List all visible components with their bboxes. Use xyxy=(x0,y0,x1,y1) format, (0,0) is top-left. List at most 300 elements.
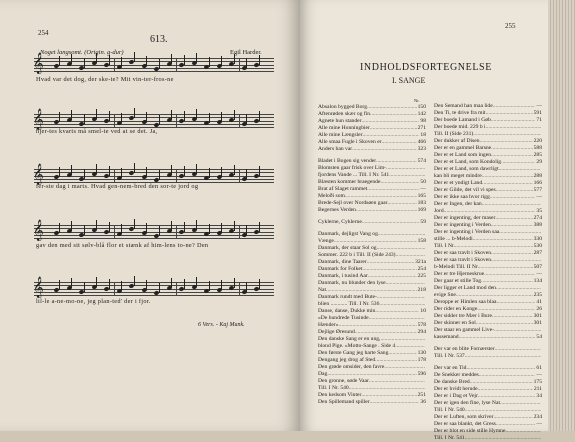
bar-line xyxy=(176,58,177,72)
index-entry-title: Der er saa travlt i Skoven xyxy=(434,250,492,256)
index-entry-number xyxy=(541,124,542,131)
index-leader-dots xyxy=(380,179,419,186)
note-stem xyxy=(171,165,172,175)
index-entry-number xyxy=(425,343,426,350)
index-entry-number: 150 xyxy=(417,104,426,110)
index-leader-dots xyxy=(492,257,541,264)
note-stem xyxy=(84,282,85,292)
note-stem xyxy=(146,112,147,122)
index-entry-title: Bladet i Bogen sig vender xyxy=(318,158,377,164)
bar-line xyxy=(176,169,177,183)
index-entry xyxy=(318,301,426,308)
index-entry xyxy=(434,285,542,292)
index-entry xyxy=(318,315,426,322)
index-entry xyxy=(318,165,426,172)
index-entry xyxy=(318,125,426,132)
index-entry-number xyxy=(425,294,426,301)
nr-label-col1: Nr. xyxy=(414,98,420,103)
bar-line xyxy=(114,169,115,183)
note-stem xyxy=(146,56,147,66)
note-stem xyxy=(246,58,247,68)
note-stem xyxy=(234,165,235,175)
index-entry-number: 574 xyxy=(417,158,426,164)
index-leader-dots xyxy=(384,364,425,371)
index-entry-title: Nat xyxy=(318,287,327,293)
index-entry-number: 591 xyxy=(533,110,542,116)
index-entry-number: 59 xyxy=(420,219,426,225)
note-stem xyxy=(209,224,210,234)
index-leader-dots xyxy=(479,264,533,271)
index-leader-dots xyxy=(491,117,536,124)
music-staff xyxy=(33,277,274,297)
index-entry xyxy=(434,145,542,152)
index-entry-title: stille ... b-Melodi xyxy=(434,236,473,242)
note-stem xyxy=(71,221,72,231)
index-entry-title: Alle smaa Fugle i Skoven er xyxy=(318,139,382,145)
note-stem xyxy=(134,163,135,173)
index-entry-title: Danmark rundt med Bute- xyxy=(318,294,377,300)
note-stem xyxy=(209,57,210,67)
index-entry-title: kan bli meget mindre xyxy=(434,173,482,179)
index-entry-number: 225 xyxy=(417,273,426,279)
index-entry-number: 158 xyxy=(417,238,426,244)
index-entry xyxy=(318,308,426,315)
index-entry-number xyxy=(541,435,542,442)
index-entry-title: Den første Gang jeg harte Sang xyxy=(318,350,389,356)
index-entry-title: Dengang jeg drog af Sted xyxy=(318,357,376,363)
note-stem xyxy=(209,113,210,123)
index-entry-number xyxy=(425,315,426,322)
note-stem xyxy=(259,279,260,289)
index-entry-number: 36 xyxy=(420,399,426,405)
treble-clef-icon: 𝄞 xyxy=(33,164,44,184)
index-entry-title: Anders han var xyxy=(318,146,353,152)
note-stem xyxy=(171,54,172,64)
index-entry-title: Der boede Lamand i Gøb xyxy=(434,117,491,123)
note-stem xyxy=(134,52,135,62)
index-entry xyxy=(318,158,426,165)
index-entry-title: kassemand xyxy=(434,334,459,340)
index-entry-number: 588 xyxy=(533,145,542,151)
index-entry-title: Till. I Nr. 537 xyxy=(434,353,465,359)
index-entry-title: Deroppe er Himlen saa blaa xyxy=(434,299,497,305)
index-leader-dots xyxy=(382,139,417,146)
note-stem xyxy=(134,276,135,286)
note-stem xyxy=(159,226,160,236)
note-stem xyxy=(221,280,222,290)
index-entry xyxy=(434,229,542,236)
index-entry-title: Der er i Dag et Vejr xyxy=(434,393,478,399)
index-entry-number xyxy=(425,336,426,343)
note-stem xyxy=(121,113,122,123)
index-entry xyxy=(318,186,426,193)
bar-line xyxy=(239,169,240,183)
index-leader-dots xyxy=(494,414,533,421)
index-entry xyxy=(318,132,426,139)
index-entry-number xyxy=(541,229,542,236)
index-entry-title: De danske Bred xyxy=(434,379,470,385)
index-entry xyxy=(318,238,426,245)
index-entry-title: Danmark, nu blunder den lyse xyxy=(318,280,386,286)
bar-line xyxy=(239,225,240,239)
index-entry-title: Der sidder tre Mær i Bure xyxy=(434,313,492,319)
index-entry-number: 254 xyxy=(417,266,426,272)
index-entry xyxy=(318,252,426,259)
index-entry xyxy=(434,159,542,166)
index-entry xyxy=(434,103,542,110)
index-entry-number xyxy=(541,353,542,360)
index-entry xyxy=(318,245,426,252)
music-staff xyxy=(33,53,274,73)
note-stem xyxy=(59,112,60,122)
index-entry-title: Der er ingenting, der maser xyxy=(434,215,496,221)
note-stem xyxy=(184,166,185,176)
index-entry xyxy=(434,400,542,407)
index-entry xyxy=(318,294,426,301)
index-entry-number: 142 xyxy=(417,111,426,117)
treble-clef-icon: 𝄞 xyxy=(33,277,44,297)
index-entry-title: Vænge xyxy=(318,238,334,244)
note-stem xyxy=(121,281,122,291)
index-leader-dots xyxy=(482,173,533,180)
index-entry-number: 10 xyxy=(420,308,426,314)
index-entry-number: 577 xyxy=(533,187,542,193)
index-entry xyxy=(318,371,426,378)
index-entry xyxy=(434,435,542,442)
right-page-number: 255 xyxy=(505,22,516,30)
note-stem xyxy=(109,279,110,289)
note-stem xyxy=(121,168,122,178)
index-entry xyxy=(434,334,542,341)
note-stem xyxy=(96,53,97,63)
note-stem xyxy=(196,109,197,119)
index-leader-dots xyxy=(334,238,417,245)
index-entry-number: 54 xyxy=(536,334,542,340)
index-entry xyxy=(318,139,426,146)
index-leader-dots xyxy=(479,372,536,379)
index-entry-number: — xyxy=(536,194,542,200)
note-stem xyxy=(84,58,85,68)
note-stem xyxy=(209,168,210,178)
note-stem xyxy=(134,108,135,118)
index-entry xyxy=(318,280,426,287)
index-column-1 xyxy=(318,104,426,406)
index-leader-dots xyxy=(362,219,420,226)
index-entry-title: blond Pige. »Motto-Sange . Side 4 xyxy=(318,343,396,349)
index-entry-number: 288 xyxy=(533,173,542,179)
music-staff xyxy=(33,220,274,240)
index-entry-title: blien ............ Till. I Nr. 536 xyxy=(318,301,380,307)
index-entry-number: 274 xyxy=(533,215,542,221)
note-stem xyxy=(171,110,172,120)
index-entry-title: Der er et Land som ingen xyxy=(434,152,492,158)
index-leader-dots xyxy=(377,294,425,301)
index-leader-dots xyxy=(482,180,532,187)
note-stem xyxy=(84,114,85,124)
note-stem xyxy=(246,114,247,124)
index-entry-number: 34 xyxy=(536,393,542,399)
note-stem xyxy=(159,59,160,69)
index-leader-dots xyxy=(499,166,541,173)
index-entry-number xyxy=(425,172,426,179)
index-entry xyxy=(434,393,542,400)
index-entry xyxy=(434,180,542,187)
index-entry xyxy=(434,386,542,393)
index-entry-title: Sommer. 222 b i Till. II (Side 243) xyxy=(318,252,396,258)
index-leader-dots xyxy=(465,435,541,442)
note-stem xyxy=(71,110,72,120)
note-stem xyxy=(221,223,222,233)
index-entry-number: 211 xyxy=(533,386,542,392)
note-stem xyxy=(146,167,147,177)
index-leader-dots xyxy=(495,346,541,353)
index-leader-dots xyxy=(482,201,541,208)
index-entry-title: Der er ingenting i Verden xyxy=(434,222,491,228)
index-leader-dots xyxy=(386,280,425,287)
index-entry xyxy=(318,111,426,118)
note-stem xyxy=(59,167,60,177)
note-stem xyxy=(221,167,222,177)
index-entry-title: Der er blot en side stille Hymne xyxy=(434,428,506,434)
index-entry-number: 321a xyxy=(415,259,426,265)
index-entry-number: 596 xyxy=(417,371,426,377)
index-leader-dots xyxy=(493,103,536,110)
index-entry-title: Der rider en Konge xyxy=(434,306,478,312)
index-entry-number xyxy=(541,166,542,173)
index-entry xyxy=(434,215,542,222)
index-leader-dots xyxy=(356,207,417,214)
index-entry xyxy=(434,407,542,414)
index-entry-title: Danse, danse, Dukke min xyxy=(318,308,376,314)
note-stem xyxy=(184,111,185,121)
note-stem xyxy=(234,110,235,120)
index-leader-dots xyxy=(486,110,533,117)
note-stem xyxy=(184,222,185,232)
index-leader-dots xyxy=(327,371,416,378)
index-entry-number: 166 xyxy=(533,180,542,186)
index-leader-dots xyxy=(355,329,417,336)
note-stem xyxy=(59,280,60,290)
index-entry-number: 71 xyxy=(536,117,542,123)
index-entry-number xyxy=(541,428,542,435)
index-entry-number: 388 xyxy=(533,222,542,228)
index-entry-title: Meloði som xyxy=(318,193,345,199)
note-stem xyxy=(146,223,147,233)
index-entry-title: Till. I Nr. 540 xyxy=(434,407,465,413)
index-entry-number xyxy=(425,245,426,252)
index-entry-number xyxy=(541,201,542,208)
index-entry-title: Brede-Sejl over Nordsøen gaar xyxy=(318,200,388,206)
index-entry-title: Der er Luften, som skriver xyxy=(434,414,494,420)
index-entry xyxy=(318,399,426,406)
index-entry-title: Den Spillemand spiller xyxy=(318,399,370,405)
index-entry-title: Jord xyxy=(434,208,444,214)
treble-clef-icon: 𝄞 xyxy=(33,220,44,240)
index-leader-dots xyxy=(491,250,533,257)
note-stem xyxy=(71,165,72,175)
index-entry-number xyxy=(541,400,542,407)
index-entry-title: Alle mine Honningbier xyxy=(318,125,370,131)
index-leader-dots xyxy=(388,350,416,357)
note-stem xyxy=(184,279,185,289)
index-entry-number: — xyxy=(536,421,542,427)
index-entry-number: — xyxy=(536,103,542,109)
index-entry-title: Blomsten gaar frisk over Lim- xyxy=(318,165,387,171)
index-entry-number: 165 xyxy=(417,193,426,199)
index-entry xyxy=(318,357,426,364)
index-entry-number: 323 xyxy=(417,146,426,152)
index-entry-title: Till. I Nr. xyxy=(434,243,455,249)
index-entry-number: 294 xyxy=(417,329,426,335)
index-entry-title: Aftenrøden skær og fin xyxy=(318,111,371,117)
index-entry xyxy=(318,179,426,186)
index-entry-number xyxy=(425,364,426,371)
index-entry-number: 220 xyxy=(533,138,542,144)
index-entry-number: 41 xyxy=(536,299,542,305)
index-entry-title: Der er en gammel Barsne xyxy=(434,145,492,151)
index-entry-title: Danmark, der staar Sol og xyxy=(318,245,377,251)
index-entry-number: 466 xyxy=(417,139,426,145)
note-stem xyxy=(121,57,122,67)
index-entry-title: b-Melodi Till. II Nr. xyxy=(434,264,479,270)
index-leader-dots xyxy=(362,266,416,273)
index-leader-dots xyxy=(339,322,417,329)
note-stem xyxy=(109,111,110,121)
index-entry xyxy=(318,273,426,280)
index-entry-title: Der er tre Hjerneskrue xyxy=(434,271,485,277)
index-leader-dots xyxy=(377,245,425,252)
index-entry xyxy=(434,208,542,215)
index-leader-dots xyxy=(486,124,541,131)
index-entry-number xyxy=(425,231,426,238)
index-entry-title: Brat af Slaget rammet xyxy=(318,186,368,192)
index-entry xyxy=(434,372,542,379)
bar-line xyxy=(114,225,115,239)
index-leader-dots xyxy=(481,278,533,285)
index-entry-number: 178 xyxy=(417,357,426,363)
index-entry-title: Den kedsom Vinter xyxy=(318,392,362,398)
note-stem xyxy=(109,222,110,232)
index-entry-number: 183 xyxy=(417,200,426,206)
index-column-2 xyxy=(434,103,542,442)
note-stem xyxy=(159,283,160,293)
index-entry-number xyxy=(541,285,542,292)
index-entry-title: Der staar en gammel Live- xyxy=(434,327,494,333)
index-entry-title: Der er saa travlt i Skoven. xyxy=(434,257,493,263)
tempo-marking: Noget langsomt. (Origin. g-dur) xyxy=(40,49,124,56)
bar-line xyxy=(239,114,240,128)
index-leader-dots xyxy=(466,365,535,372)
note-stem xyxy=(109,55,110,65)
index-entry xyxy=(434,173,542,180)
note-stem xyxy=(171,278,172,288)
note-stem xyxy=(234,221,235,231)
index-entry-number xyxy=(425,165,426,172)
index-entry xyxy=(318,343,426,350)
index-entry xyxy=(318,219,426,226)
index-entry-number: 235 xyxy=(533,292,542,298)
index-leader-dots xyxy=(473,131,541,138)
index-entry xyxy=(318,364,426,371)
note-stem xyxy=(184,55,185,65)
index-entry xyxy=(434,138,542,145)
index-leader-dots xyxy=(496,299,535,306)
lyric-line-2: hjer-tes kvarts må smel-te ved at se det. Ja, xyxy=(36,128,158,135)
index-entry-number: — xyxy=(420,186,426,192)
index-entry-number: 26 xyxy=(536,306,542,312)
index-entry-title: Der boede mid. 229 b i xyxy=(434,124,486,130)
note-stem xyxy=(221,112,222,122)
index-leader-dots xyxy=(465,407,541,414)
index-entry xyxy=(434,327,542,334)
index-entry xyxy=(434,421,542,428)
index-entry xyxy=(318,193,426,200)
index-entry-title: Danmark for Folket xyxy=(318,266,363,272)
note-stem xyxy=(96,277,97,287)
index-entry-title: Der dukker af Disen xyxy=(434,138,480,144)
note-stem xyxy=(71,54,72,64)
index-entry xyxy=(318,104,426,111)
index-entry-number: 50 xyxy=(420,179,426,185)
index-entry xyxy=(434,379,542,386)
index-leader-dots xyxy=(396,252,425,259)
index-entry xyxy=(434,320,542,327)
index-leader-dots xyxy=(369,315,425,322)
index-entry-number: 578 xyxy=(417,322,426,328)
index-entry-number: 218 xyxy=(417,287,426,293)
index-entry-number: 175 xyxy=(533,379,542,385)
index-entry xyxy=(434,187,542,194)
index-leader-dots xyxy=(496,285,541,292)
index-entry-number: 234 xyxy=(533,414,542,420)
bar-line xyxy=(176,114,177,128)
index-leader-dots xyxy=(367,186,419,193)
index-entry-number: 285 xyxy=(533,152,542,158)
index-leader-dots xyxy=(370,125,417,132)
note-stem xyxy=(159,115,160,125)
index-entry-title: Till. I Nr. 540 xyxy=(318,385,349,391)
index-entry xyxy=(318,207,426,214)
index-entry xyxy=(318,172,426,179)
index-entry-number: 251 xyxy=(417,392,426,398)
index-entry-number xyxy=(425,385,426,392)
index-entry xyxy=(434,201,542,208)
index-entry-number: 271 xyxy=(417,125,426,131)
index-entry-number: 301 xyxy=(533,320,542,326)
index-entry xyxy=(434,278,542,285)
index-leader-dots xyxy=(459,334,536,341)
index-entry xyxy=(318,259,426,266)
note-stem xyxy=(246,169,247,179)
index-entry-number xyxy=(541,131,542,138)
verse-credit: 6 Vers. - Kaj Munk. xyxy=(198,322,245,328)
index-entry-number xyxy=(541,407,542,414)
index-entry xyxy=(434,353,542,360)
index-entry-title: Till. II (Side 231) xyxy=(434,131,474,137)
index-leader-dots xyxy=(490,194,536,201)
index-entry-title: Cyklerne, Cyklerne xyxy=(318,219,362,225)
note-stem xyxy=(171,221,172,231)
index-entry-number: 530 xyxy=(533,243,542,249)
index-leader-dots xyxy=(326,287,417,294)
index-entry-title: Den Ti, te drive fra mit xyxy=(434,110,486,116)
note-stem xyxy=(259,222,260,232)
index-leader-dots xyxy=(389,172,425,179)
note-stem xyxy=(246,282,247,292)
index-entry-title: Den gronne, søde Vaar xyxy=(318,378,369,384)
index-entry-title: Der er ikke saa hvor rigg xyxy=(434,194,490,200)
note-stem xyxy=(121,224,122,234)
